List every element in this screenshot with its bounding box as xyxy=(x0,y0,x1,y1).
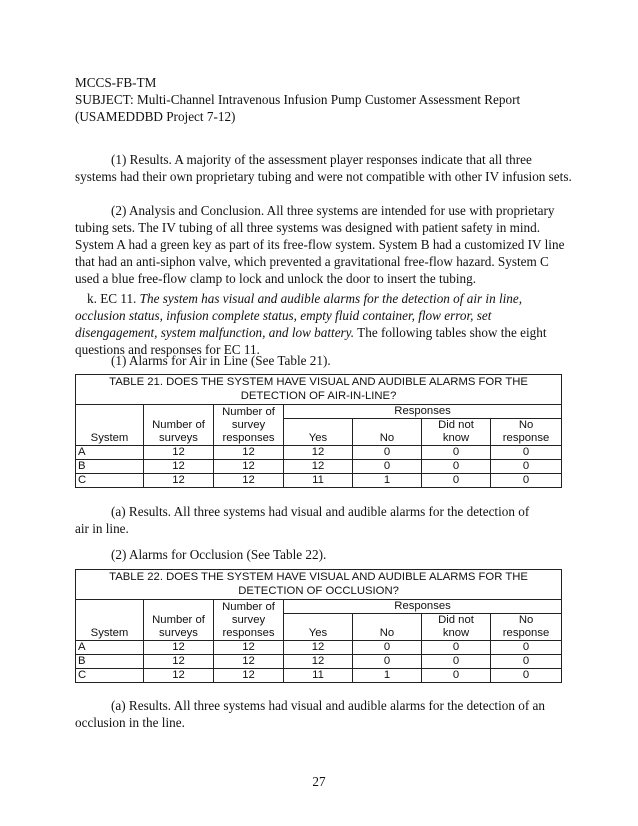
paragraph-occlusion-heading: (2) Alarms for Occlusion (See Table 22). xyxy=(111,547,327,562)
paragraph-occlusion-results: (a) Results. All three systems had visual and audible alarms for the detection of an occlusion in the line. xyxy=(75,698,545,730)
ec11-label: k. EC 11. xyxy=(87,291,137,306)
office-symbol: MCCS-FB-TM xyxy=(75,75,157,90)
col-header-surveys: Number of xyxy=(144,614,214,628)
col-header-responses: Number of xyxy=(214,405,284,419)
col-header-surveys: Number of xyxy=(144,419,214,433)
col-header-system: System xyxy=(76,432,144,446)
col-header-no: No xyxy=(353,627,422,641)
table-title: TABLE 21. DOES THE SYSTEM HAVE VISUAL AND AUDIBLE ALARMS FOR THE DETECTION OF AIR-IN-LINE? xyxy=(76,375,562,405)
col-header-responses: Number of xyxy=(214,600,284,614)
col-header-system: System xyxy=(76,627,144,641)
col-header-no: No xyxy=(353,432,422,446)
col-header-yes: Yes xyxy=(284,432,353,446)
col-header-yes: Yes xyxy=(284,627,353,641)
col-header-no-response: No xyxy=(491,419,562,433)
page-number: 27 xyxy=(312,774,326,789)
paragraph-ec11: k. EC 11. The system has visual and audible alarms for the detection of air in line, occlusion status, infusion complete status, empty fluid container, flow error, set disengagement, system malfunction, and low battery. The following tables show the eight questions and responses for EC 11. xyxy=(75,291,547,357)
col-header-did-not-know: Did not xyxy=(422,614,491,628)
paragraph-air-in-line-heading: (1) Alarms for Air in Line (See Table 21). xyxy=(111,353,331,368)
table-row: C 12 12 11 1 0 0 xyxy=(76,669,562,683)
paragraph-results-1: (1) Results. A majority of the assessment player responses indicate that all three systems had their own proprietary tubing and were not compatible with other IV infusion sets. xyxy=(75,152,572,184)
col-header-responses-group: Responses xyxy=(284,600,562,614)
table-row: A 12 12 12 0 0 0 xyxy=(76,446,562,460)
table-21: TABLE 21. DOES THE SYSTEM HAVE VISUAL AND AUDIBLE ALARMS FOR THE DETECTION OF AIR-IN-LINE? Number of Responses Number of survey Did not No System surveys responses Yes No know response A 12 12 12 0 0 0 B 12 12 12 0 0 0 C 12 12 11 1 0 0 xyxy=(75,374,562,488)
project-line: (USAMEDDBD Project 7-12) xyxy=(75,109,236,124)
paragraph-air-in-line-results: (a) Results. All three systems had visual and audible alarms for the detection of air in line. xyxy=(75,504,530,536)
memo-header xyxy=(75,74,520,125)
col-header-did-not-know: Did not xyxy=(422,419,491,433)
table-row: B 12 12 12 0 0 0 xyxy=(76,460,562,474)
table-row: A 12 12 12 0 0 0 xyxy=(76,641,562,655)
ec11-criterion: The system has visual and audible alarms for the detection of air in line, occlusion status, infusion complete status, empty fluid container, flow error, set disengagement, system malfunction, and low battery. xyxy=(75,291,523,340)
table-22: TABLE 22. DOES THE SYSTEM HAVE VISUAL AND AUDIBLE ALARMS FOR THE DETECTION OF OCCLUSION? Number of Responses Number of survey Did not No System surveys responses Yes No know response A 12 12 12 0 0 0 B 12 12 12 0 0 0 C 12 12 11 1 0 0 xyxy=(75,569,562,683)
col-header-no-response: No xyxy=(491,614,562,628)
table-row: C 12 12 11 1 0 0 xyxy=(76,474,562,488)
paragraph-analysis-conclusion: (2) Analysis and Conclusion. All three systems are intended for use with proprietary tubing sets. The IV tubing of all three systems was designed with patient safety in mind. System A had a green key as part of its free-flow system. System B had a customized IV line that had an anti-siphon valve, which prevented a gravitational free-flow hazard. System C used a blue free-flow clamp to lock and unlock the door to insert the tubing. xyxy=(75,203,565,286)
col-header-responses-group: Responses xyxy=(284,405,562,419)
table-title: TABLE 22. DOES THE SYSTEM HAVE VISUAL AND AUDIBLE ALARMS FOR THE DETECTION OF OCCLUSION? xyxy=(76,570,562,600)
subject-line: SUBJECT: Multi-Channel Intravenous Infusion Pump Customer Assessment Report xyxy=(75,92,521,107)
table-row: B 12 12 12 0 0 0 xyxy=(76,655,562,669)
